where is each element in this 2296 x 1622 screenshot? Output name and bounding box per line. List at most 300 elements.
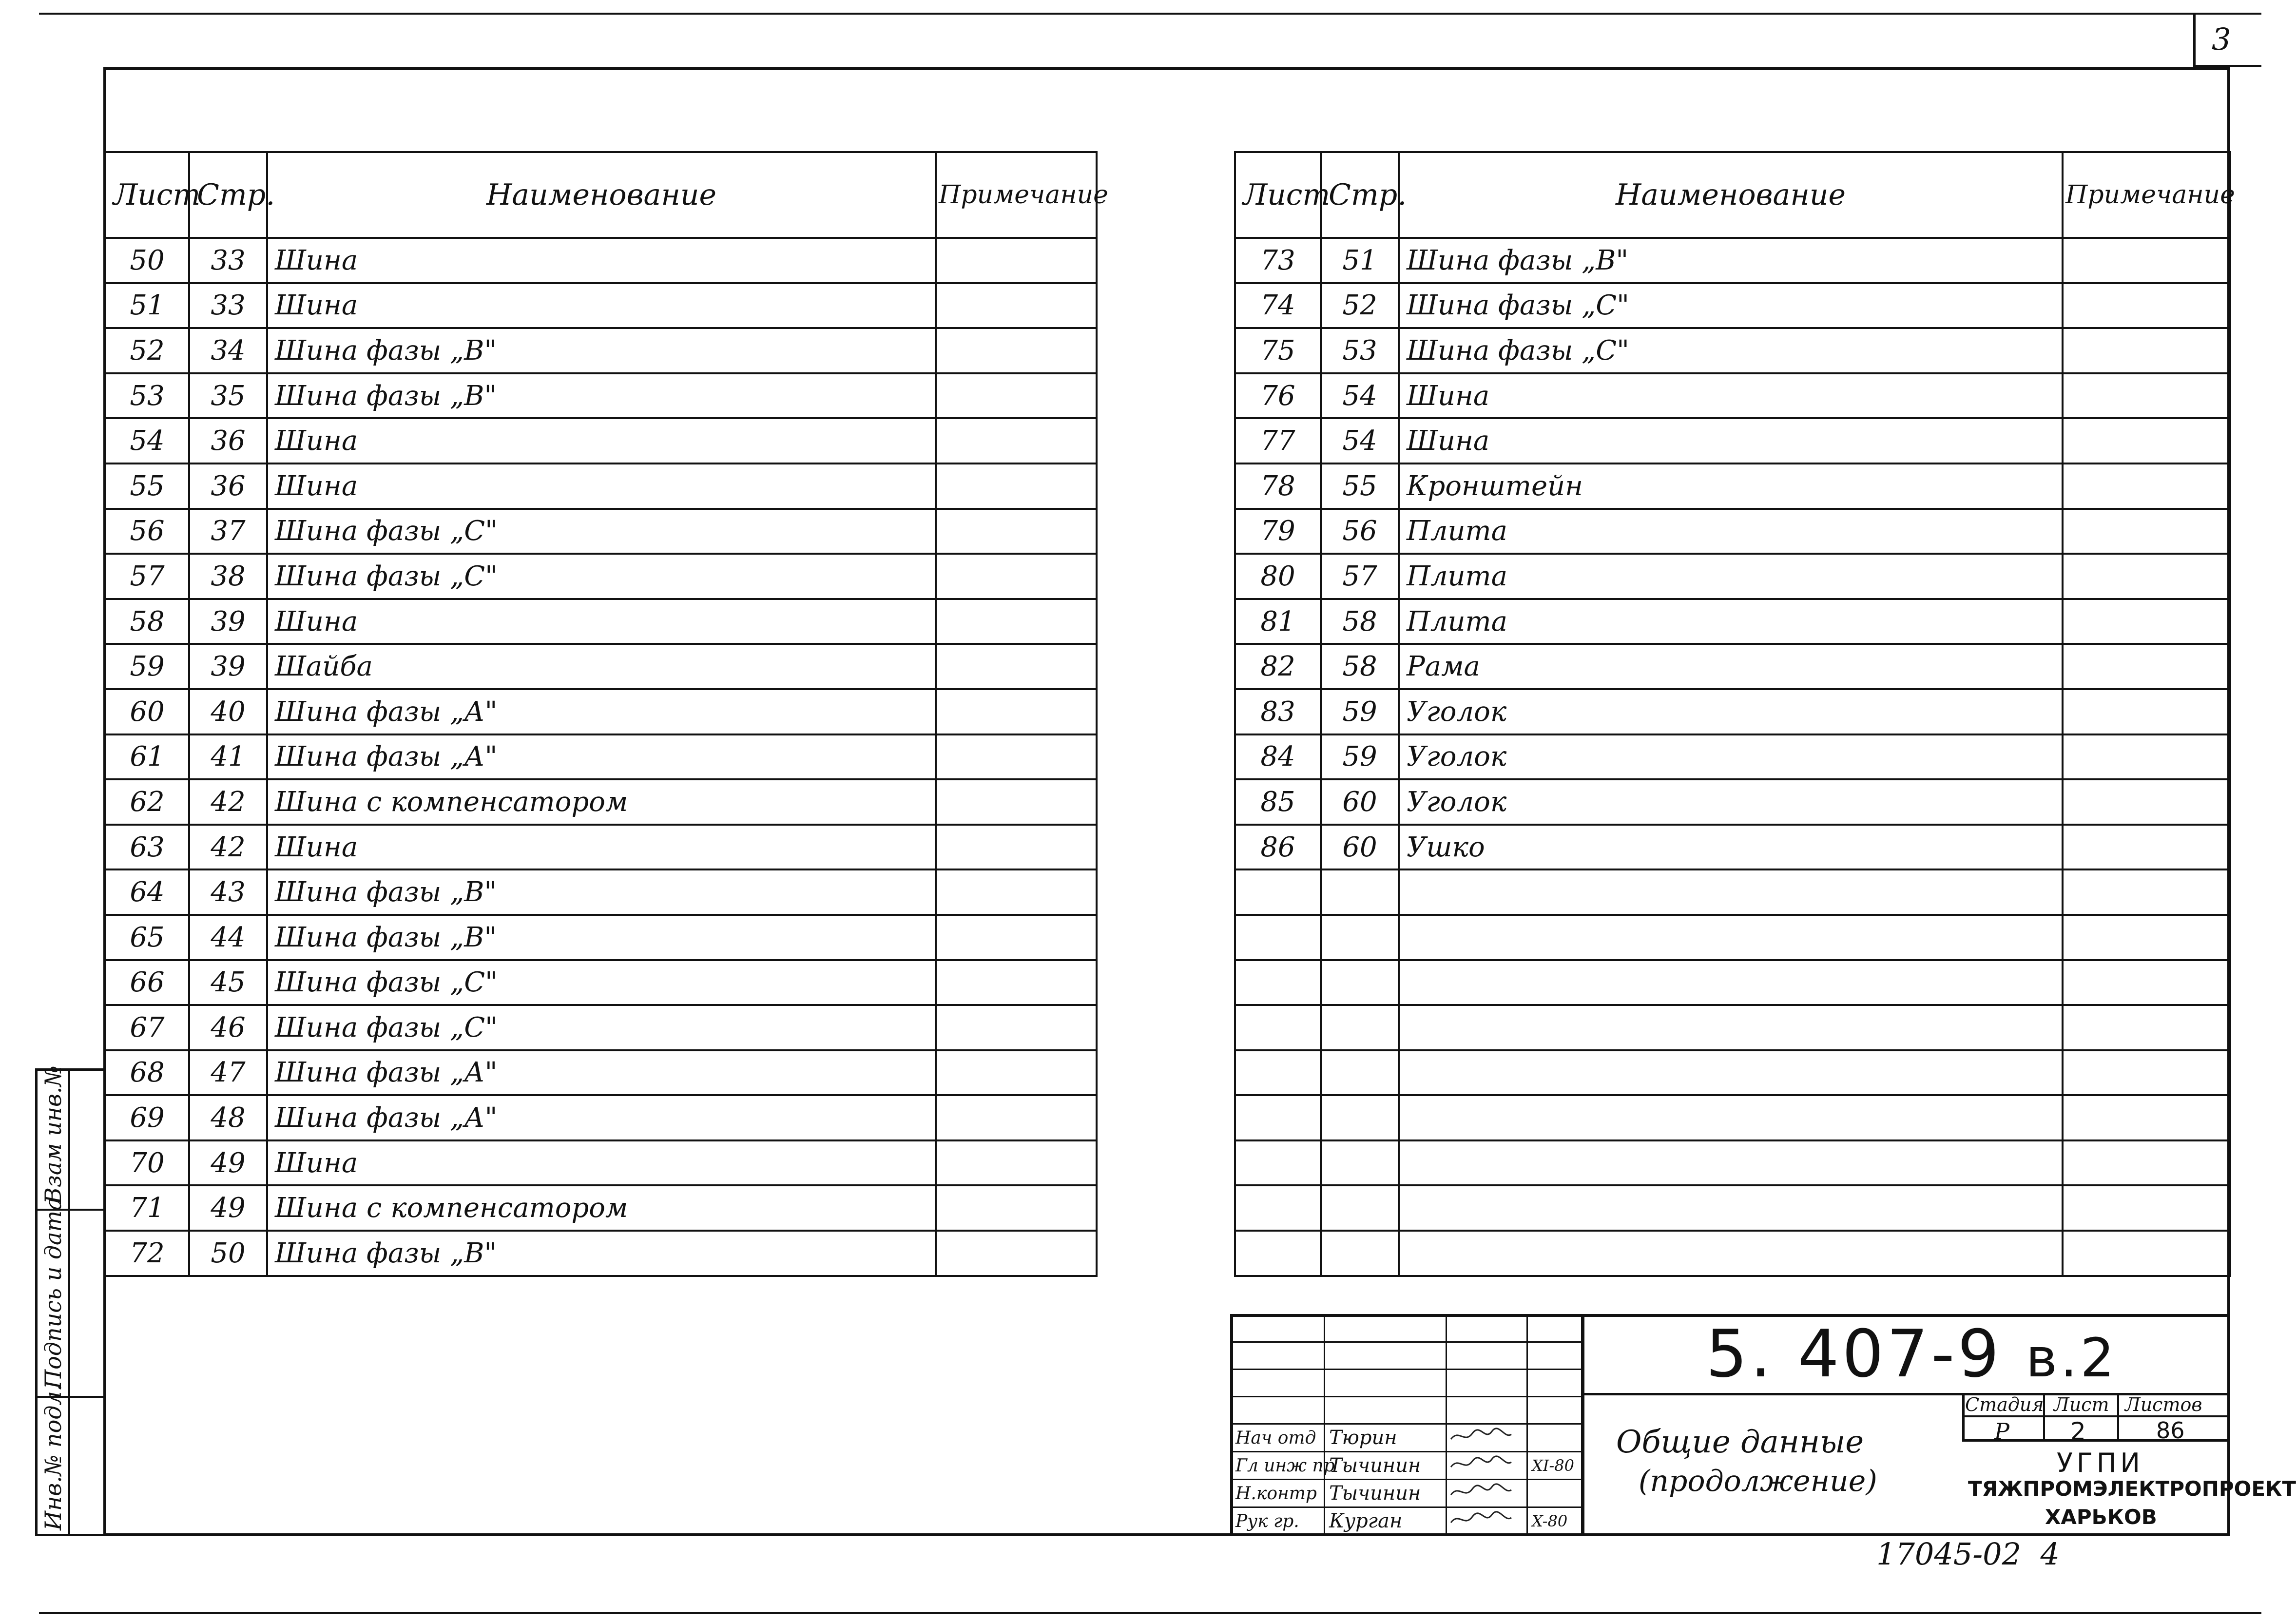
note-cell <box>2063 373 2230 419</box>
table-row <box>105 915 1097 960</box>
page-cell: 44 <box>189 915 267 960</box>
staff-blank-cell <box>1527 1315 1584 1342</box>
name-cell: Шина <box>267 825 936 870</box>
sheet-cell: 54 <box>105 418 189 463</box>
page-cell: 59 <box>1321 734 1399 780</box>
staff-row <box>1231 1424 1584 1452</box>
table-row <box>1235 1050 2230 1096</box>
table-row <box>1235 373 2230 419</box>
sheet-cell: 72 <box>105 1231 189 1276</box>
page-cell: 54 <box>1321 418 1399 463</box>
sheet-cell: 75 <box>1235 328 1321 373</box>
archive-number: 17045-02 4 <box>1876 1536 2060 1572</box>
sheet-cell: 81 <box>1235 599 1321 644</box>
left-table-header <box>105 152 1097 238</box>
sheet-cell: 58 <box>105 599 189 644</box>
organization-name-2: ТЯЖПРОМЭЛЕКТРОПРОЕКТ <box>1968 1477 2296 1501</box>
sheet-cell: 85 <box>1235 779 1321 825</box>
note-cell <box>2063 1005 2230 1050</box>
staff-blank-cell <box>1325 1397 1447 1424</box>
page-cell: 35 <box>189 373 267 419</box>
staff-blank-row <box>1231 1342 1584 1370</box>
table-row <box>1235 1095 2230 1140</box>
page-cell: 47 <box>189 1050 267 1096</box>
sheet-cell: 78 <box>1235 463 1321 509</box>
name-cell <box>1399 1005 2063 1050</box>
label-signature-date: Подпись и дата <box>40 1197 66 1389</box>
note-cell <box>2063 1140 2230 1186</box>
note-cell <box>2063 960 2230 1005</box>
name-cell <box>1399 915 2063 960</box>
name-cell: Шина <box>267 463 936 509</box>
staff-role: Нач отд <box>1231 1424 1325 1452</box>
table-row <box>1235 869 2230 915</box>
page-cell <box>1321 915 1399 960</box>
note-cell <box>936 644 1097 689</box>
page-cell: 49 <box>189 1185 267 1231</box>
staff-blank-cell <box>1447 1342 1527 1370</box>
staff-date <box>1527 1424 1584 1452</box>
table-row <box>105 283 1097 328</box>
name-cell: Шина фазы „А" <box>267 1050 936 1096</box>
table-row <box>105 1050 1097 1096</box>
note-cell <box>936 328 1097 373</box>
table-row <box>105 779 1097 825</box>
sheet-cell: 62 <box>105 779 189 825</box>
name-cell: Шина фазы „В" <box>267 1231 936 1276</box>
name-cell: Шина фазы „С" <box>1399 328 2063 373</box>
table-row <box>105 463 1097 509</box>
name-cell: Шина фазы „С" <box>267 509 936 554</box>
sheet-value: 2 <box>2070 1417 2086 1446</box>
table-row <box>1235 509 2230 554</box>
note-cell <box>936 1005 1097 1050</box>
sheet-cell: 64 <box>105 869 189 915</box>
sheet-cell <box>1235 1050 1321 1096</box>
name-cell: Уголок <box>1399 734 2063 780</box>
table-row <box>105 734 1097 780</box>
note-cell <box>936 554 1097 599</box>
page-cell <box>1321 1005 1399 1050</box>
page-cell: 36 <box>189 463 267 509</box>
staff-blank-cell <box>1325 1342 1447 1370</box>
note-cell <box>936 463 1097 509</box>
staff-role: Гл инж пр <box>1231 1452 1325 1480</box>
page-cell: 54 <box>1321 373 1399 419</box>
table-row <box>105 689 1097 734</box>
col-header-page: Стр. <box>1321 152 1399 238</box>
note-cell <box>2063 1185 2230 1231</box>
page-cell <box>1321 869 1399 915</box>
table-row <box>105 418 1097 463</box>
sheet-cell <box>1235 1231 1321 1276</box>
staff-blank-cell <box>1231 1315 1325 1342</box>
name-cell: Шина фазы „С" <box>267 960 936 1005</box>
handwritten-signature <box>1447 1425 1515 1446</box>
staff-blank-cell <box>1447 1397 1527 1424</box>
table-row <box>1235 283 2230 328</box>
staff-role: Рук гр. <box>1231 1507 1325 1535</box>
name-cell: Шина фазы „В" <box>1399 238 2063 283</box>
page-cell: 59 <box>1321 689 1399 734</box>
table-row <box>105 1185 1097 1231</box>
top-border-line <box>39 13 2261 15</box>
sheet-cell <box>1235 1140 1321 1186</box>
sheet-cell: 67 <box>105 1005 189 1050</box>
page-cell: 46 <box>189 1005 267 1050</box>
col-header-sheet: Лист <box>105 152 189 238</box>
page-cell: 58 <box>1321 644 1399 689</box>
page-cell: 48 <box>189 1095 267 1140</box>
staff-blank-cell <box>1447 1370 1527 1397</box>
staff-blank-cell <box>1325 1315 1447 1342</box>
sheet-label: Лист <box>2054 1394 2109 1415</box>
note-cell <box>936 509 1097 554</box>
col-header-name: Наименование <box>1399 152 2063 238</box>
sheet-cell: 71 <box>105 1185 189 1231</box>
page-cell: 39 <box>189 644 267 689</box>
table-row <box>1235 689 2230 734</box>
note-cell <box>936 373 1097 419</box>
note-cell <box>936 238 1097 283</box>
sheet-cell: 61 <box>105 734 189 780</box>
note-cell <box>936 825 1097 870</box>
sheet-cell: 56 <box>105 509 189 554</box>
name-cell: Плита <box>1399 599 2063 644</box>
table-row <box>105 599 1097 644</box>
sheet-cell: 73 <box>1235 238 1321 283</box>
sheet-cell: 76 <box>1235 373 1321 419</box>
note-cell <box>2063 689 2230 734</box>
bottom-border-line <box>39 1612 2261 1614</box>
sheet-cell: 80 <box>1235 554 1321 599</box>
sheet-cell: 65 <box>105 915 189 960</box>
sheet-cell: 59 <box>105 644 189 689</box>
sheet-cell: 52 <box>105 328 189 373</box>
sheet-cell: 84 <box>1235 734 1321 780</box>
page-cell <box>1321 1140 1399 1186</box>
right-sheet-table <box>1234 151 2235 1277</box>
sheet-cell <box>1235 1095 1321 1140</box>
table-row <box>105 509 1097 554</box>
name-cell: Плита <box>1399 509 2063 554</box>
page-number: 3 <box>2212 21 2231 57</box>
table-row <box>1235 1140 2230 1186</box>
page-cell: 53 <box>1321 328 1399 373</box>
name-cell: Шина с компенсатором <box>267 779 936 825</box>
name-cell: Шина фазы „А" <box>267 689 936 734</box>
table-row <box>1235 418 2230 463</box>
staff-name: Курган <box>1325 1507 1447 1535</box>
label-inv-original: Инв.№ подл. <box>40 1384 66 1530</box>
staff-name: Тычинин <box>1325 1480 1447 1507</box>
name-cell: Шина фазы „В" <box>267 915 936 960</box>
table-row <box>1235 915 2230 960</box>
title-block-vdivider <box>1581 1314 1584 1536</box>
table-row <box>105 960 1097 1005</box>
name-cell: Шина <box>1399 373 2063 419</box>
name-cell: Шина <box>267 238 936 283</box>
staff-row <box>1231 1480 1584 1507</box>
sheet-cell: 50 <box>105 238 189 283</box>
page-cell <box>1321 1095 1399 1140</box>
name-cell <box>1399 1095 2063 1140</box>
name-cell: Шина фазы „А" <box>267 734 936 780</box>
col-header-note: Примечание <box>936 152 1097 238</box>
page-cell: 58 <box>1321 599 1399 644</box>
table-row <box>105 1005 1097 1050</box>
note-cell <box>2063 734 2230 780</box>
note-cell <box>936 1050 1097 1096</box>
page-cell: 60 <box>1321 825 1399 870</box>
page-cell: 51 <box>1321 238 1399 283</box>
page-cell: 50 <box>189 1231 267 1276</box>
sheets-value: 86 <box>2156 1417 2185 1444</box>
staff-date <box>1527 1480 1584 1507</box>
staff-row <box>1231 1507 1584 1535</box>
table-row <box>1235 779 2230 825</box>
name-cell <box>1399 869 2063 915</box>
table-row <box>105 1140 1097 1186</box>
note-cell <box>936 1185 1097 1231</box>
right-table-header <box>1235 152 2230 238</box>
staff-blank-cell <box>1527 1397 1584 1424</box>
staff-signature <box>1447 1452 1527 1480</box>
name-cell: Шина фазы „А" <box>267 1095 936 1140</box>
staff-blank-row <box>1231 1370 1584 1397</box>
note-cell <box>936 779 1097 825</box>
note-cell <box>936 689 1097 734</box>
page-cell: 34 <box>189 328 267 373</box>
name-cell <box>1399 960 2063 1005</box>
table-row <box>1235 1185 2230 1231</box>
page-cell: 49 <box>189 1140 267 1186</box>
note-cell <box>2063 238 2230 283</box>
document-code-suffix: в.2 <box>2026 1327 2118 1389</box>
sheet-cell: 57 <box>105 554 189 599</box>
staff-blank-cell <box>1527 1342 1584 1370</box>
staff-role: Н.контр <box>1231 1480 1325 1507</box>
sheets-label: Листов <box>2125 1394 2202 1415</box>
note-cell <box>936 960 1097 1005</box>
page-cell: 36 <box>189 418 267 463</box>
table-row <box>105 825 1097 870</box>
sheet-cell: 63 <box>105 825 189 870</box>
table-row <box>105 1231 1097 1276</box>
stage-label: Стадия <box>1965 1394 2044 1415</box>
table-row <box>105 238 1097 283</box>
name-cell: Уголок <box>1399 779 2063 825</box>
title-block-staff-grid <box>1230 1314 1584 1536</box>
staff-blank-cell <box>1231 1397 1325 1424</box>
note-cell <box>2063 915 2230 960</box>
sheet-cell <box>1235 1005 1321 1050</box>
name-cell: Шина с компенсатором <box>267 1185 936 1231</box>
sheet-cell: 53 <box>105 373 189 419</box>
sheet-cell: 69 <box>105 1095 189 1140</box>
sheet-cell: 60 <box>105 689 189 734</box>
sheet-cell: 83 <box>1235 689 1321 734</box>
name-cell: Шина фазы „С" <box>267 554 936 599</box>
col-header-name: Наименование <box>267 152 936 238</box>
stage-value: Р <box>1994 1418 2009 1445</box>
staff-signature <box>1447 1507 1527 1535</box>
staff-blank-cell <box>1231 1370 1325 1397</box>
table-row <box>105 554 1097 599</box>
page-cell: 42 <box>189 825 267 870</box>
name-cell <box>1399 1231 2063 1276</box>
note-cell <box>2063 328 2230 373</box>
document-code <box>1706 1316 2117 1392</box>
table-row <box>1235 644 2230 689</box>
note-cell <box>936 1140 1097 1186</box>
page-cell <box>1321 1050 1399 1096</box>
organization-city: ХАРЬКОВ <box>2045 1505 2157 1529</box>
sheet-cell <box>1235 960 1321 1005</box>
col-header-page: Стр. <box>189 152 267 238</box>
sheet-cell: 70 <box>105 1140 189 1186</box>
note-cell <box>2063 509 2230 554</box>
name-cell: Шина фазы „В" <box>267 869 936 915</box>
page-cell <box>1321 1185 1399 1231</box>
col-header-note: Примечание <box>2063 152 2230 238</box>
name-cell: Шайба <box>267 644 936 689</box>
page-cell: 37 <box>189 509 267 554</box>
name-cell: Кронштейн <box>1399 463 2063 509</box>
note-cell <box>2063 1095 2230 1140</box>
name-cell: Шина <box>267 418 936 463</box>
name-cell <box>1399 1050 2063 1096</box>
document-title-line1: Общие данные <box>1616 1424 1864 1460</box>
table-row <box>1235 554 2230 599</box>
page-cell: 41 <box>189 734 267 780</box>
note-cell <box>2063 825 2230 870</box>
note-cell <box>2063 869 2230 915</box>
table-row <box>105 644 1097 689</box>
document-title-line2: (продолжение) <box>1639 1464 1877 1498</box>
name-cell: Шина <box>1399 418 2063 463</box>
page-cell: 39 <box>189 599 267 644</box>
name-cell: Ушко <box>1399 825 2063 870</box>
note-cell <box>2063 1050 2230 1096</box>
name-cell: Шина фазы „С" <box>267 1005 936 1050</box>
staff-blank-cell <box>1325 1370 1447 1397</box>
note-cell <box>936 915 1097 960</box>
note-cell <box>936 1231 1097 1276</box>
sheet-cell <box>1235 1185 1321 1231</box>
name-cell: Плита <box>1399 554 2063 599</box>
note-cell <box>2063 463 2230 509</box>
note-cell <box>2063 779 2230 825</box>
name-cell: Уголок <box>1399 689 2063 734</box>
organization-name-1: УГПИ <box>2057 1448 2144 1478</box>
table-row <box>1235 599 2230 644</box>
table-row <box>105 869 1097 915</box>
sheet-cell: 77 <box>1235 418 1321 463</box>
page-cell: 42 <box>189 779 267 825</box>
handwritten-signature <box>1447 1452 1515 1474</box>
name-cell: Шина <box>267 283 936 328</box>
note-cell <box>2063 1231 2230 1276</box>
page-cell: 38 <box>189 554 267 599</box>
page-cell <box>1321 960 1399 1005</box>
note-cell <box>936 869 1097 915</box>
staff-signature <box>1447 1424 1527 1452</box>
name-cell: Шина <box>267 1140 936 1186</box>
side-stamp-vline <box>68 1068 70 1536</box>
table-row <box>1235 734 2230 780</box>
note-cell <box>2063 418 2230 463</box>
table-row <box>1235 1005 2230 1050</box>
page-cell: 33 <box>189 283 267 328</box>
sheet-cell: 79 <box>1235 509 1321 554</box>
page-cell <box>1321 1231 1399 1276</box>
sheet-cell: 68 <box>105 1050 189 1096</box>
table-row <box>1235 1231 2230 1276</box>
name-cell <box>1399 1185 2063 1231</box>
name-cell: Шина фазы „С" <box>1399 283 2063 328</box>
table-row <box>105 1095 1097 1140</box>
page-cell: 55 <box>1321 463 1399 509</box>
page-cell: 56 <box>1321 509 1399 554</box>
note-cell <box>2063 644 2230 689</box>
handwritten-signature <box>1447 1508 1515 1529</box>
note-cell <box>936 734 1097 780</box>
sheet-cell <box>1235 869 1321 915</box>
note-cell <box>936 1095 1097 1140</box>
staff-name: Тюрин <box>1325 1424 1447 1452</box>
table-row <box>1235 960 2230 1005</box>
page-cell: 52 <box>1321 283 1399 328</box>
staff-blank-row <box>1231 1315 1584 1342</box>
handwritten-signature <box>1447 1480 1515 1502</box>
page-cell: 40 <box>189 689 267 734</box>
table-row <box>1235 463 2230 509</box>
sheet-cell: 55 <box>105 463 189 509</box>
table-row <box>105 328 1097 373</box>
page-cell: 33 <box>189 238 267 283</box>
page-cell: 45 <box>189 960 267 1005</box>
stage-grid-mid <box>1962 1415 2230 1417</box>
note-cell <box>2063 283 2230 328</box>
staff-date: X-80 <box>1527 1507 1584 1535</box>
table-row <box>1235 238 2230 283</box>
table-row <box>1235 328 2230 373</box>
staff-name: Тычинин <box>1325 1452 1447 1480</box>
sheet-cell: 74 <box>1235 283 1321 328</box>
staff-blank-cell <box>1447 1315 1527 1342</box>
page-cell: 43 <box>189 869 267 915</box>
table-row <box>1235 825 2230 870</box>
staff-row <box>1231 1452 1584 1480</box>
note-cell <box>2063 599 2230 644</box>
name-cell: Рама <box>1399 644 2063 689</box>
note-cell <box>936 418 1097 463</box>
sheet-cell: 82 <box>1235 644 1321 689</box>
note-cell <box>936 599 1097 644</box>
page-cell: 57 <box>1321 554 1399 599</box>
staff-date: XI-80 <box>1527 1452 1584 1480</box>
staff-blank-cell <box>1527 1370 1584 1397</box>
left-sheet-table <box>104 151 1108 1277</box>
name-cell: Шина фазы „В" <box>267 373 936 419</box>
name-cell: Шина <box>267 599 936 644</box>
col-header-sheet: Лист <box>1235 152 1321 238</box>
label-inv-replacement: Взам инв.№ <box>40 1065 66 1204</box>
page-cell: 60 <box>1321 779 1399 825</box>
table-row <box>105 373 1097 419</box>
name-cell: Шина фазы „В" <box>267 328 936 373</box>
